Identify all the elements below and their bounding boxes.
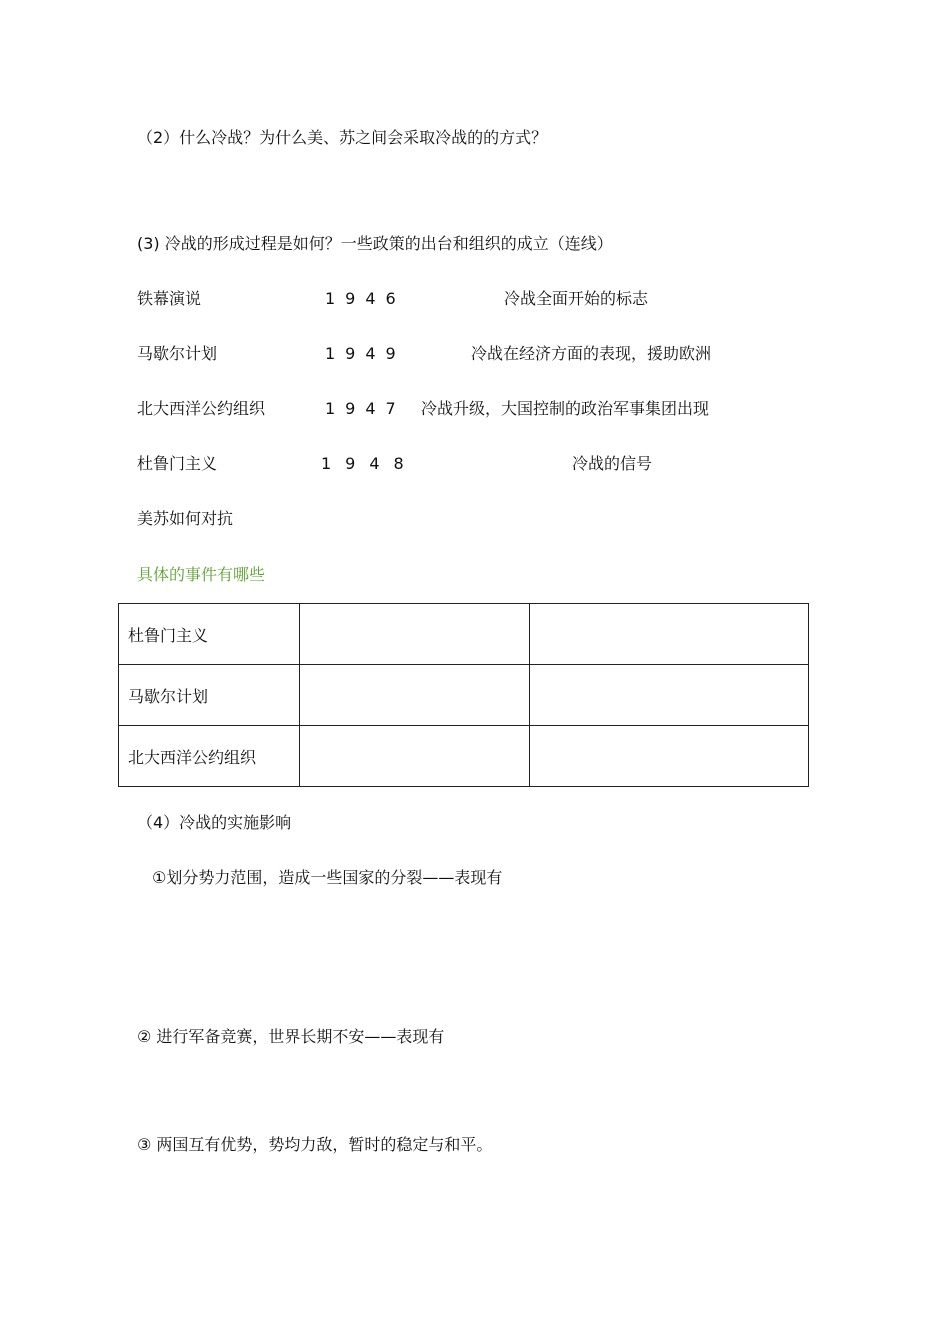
- match-description: 冷战升级，大国控制的政治军事集团出现: [421, 399, 710, 418]
- table-cell-blank[interactable]: [530, 726, 809, 787]
- match-description: 冷战全面开始的标志: [504, 289, 649, 308]
- question-3: (3) 冷战的形成过程是如何？一些政策的出台和组织的成立（连线）: [137, 234, 613, 253]
- confront-prompt: 美苏如何对抗: [137, 509, 234, 528]
- match-description: 冷战的信号: [572, 454, 653, 473]
- question-2: （2）什么冷战？为什么美、苏之间会采取冷战的的方式？: [137, 128, 548, 147]
- table-row: [119, 665, 809, 726]
- table-cell-blank[interactable]: [300, 726, 530, 787]
- table-cell-event: 杜鲁门主义: [119, 604, 300, 665]
- match-description: 冷战在经济方面的表现，援助欧洲: [471, 344, 712, 363]
- table-cell-blank[interactable]: [530, 604, 809, 665]
- table-cell-blank[interactable]: [530, 665, 809, 726]
- impact-item: ② 进行军备竞赛，世界长期不安——表现有: [137, 1027, 445, 1046]
- table-cell-blank[interactable]: [300, 665, 530, 726]
- impact-item: ①划分势力范围，造成一些国家的分裂——表现有: [152, 868, 503, 887]
- match-year: 1948: [321, 454, 418, 473]
- impact-item: ③ 两国互有优势，势均力敌，暂时的稳定与和平。: [137, 1135, 493, 1154]
- match-term: 北大西洋公约组织: [137, 399, 266, 418]
- match-year: 1946: [325, 289, 406, 308]
- events-table: [118, 603, 809, 787]
- question-4: （4）冷战的实施影响: [137, 813, 292, 832]
- match-term: 铁幕演说: [137, 289, 202, 308]
- match-year: 1947: [325, 399, 406, 418]
- table-row: [119, 604, 809, 665]
- match-term: 马歇尔计划: [137, 344, 218, 363]
- events-heading: 具体的事件有哪些: [137, 565, 266, 584]
- match-year: 1949: [325, 344, 406, 363]
- table-cell-blank[interactable]: [300, 604, 530, 665]
- table-cell-event: 北大西洋公约组织: [119, 726, 300, 787]
- table-row: [119, 726, 809, 787]
- match-term: 杜鲁门主义: [137, 454, 218, 473]
- table-cell-event: 马歇尔计划: [119, 665, 300, 726]
